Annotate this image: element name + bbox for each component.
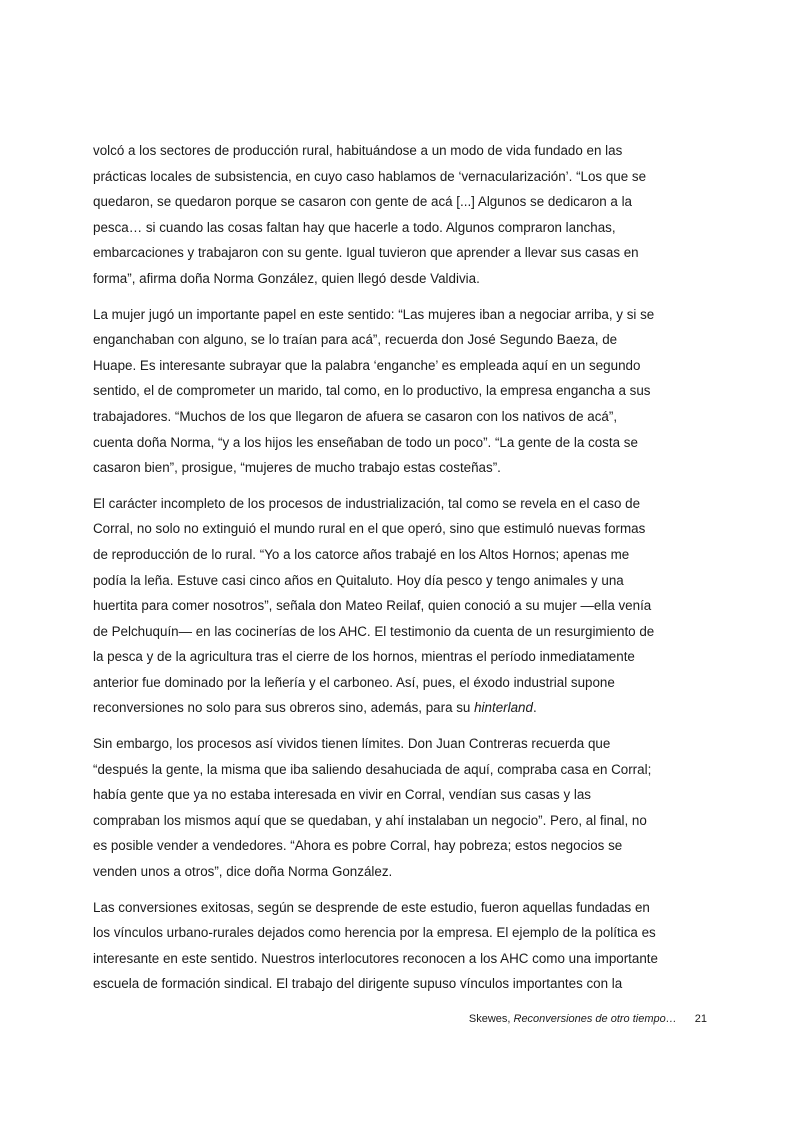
text-line: escuela de formación sindical. El trabajo del dirigente supuso vínculos importantes con la bbox=[93, 976, 623, 992]
text-line bbox=[93, 695, 715, 721]
page-footer bbox=[469, 1013, 707, 1025]
text-line: prácticas locales de subsistencia, en cuyo caso hablamos de ‘vernacularización’. “Los que se bbox=[93, 168, 647, 184]
footer-author: Skewes, bbox=[468, 1013, 514, 1025]
text-segment: reconversiones no solo para sus obreros sino, además, para su bbox=[93, 700, 475, 716]
text-line: trabajadores. “Muchos de los que llegaron de afuera se casaron con los nativos de acá”, bbox=[93, 408, 618, 424]
text-line: forma”, afirma doña Norma González, quien llegó desde Valdivia. bbox=[93, 270, 480, 286]
text-line: sentido, el de comprometer un marido, tal como, en lo productivo, la empresa engancha a sus bbox=[93, 383, 651, 399]
text-line: los vínculos urbano-rurales dejados como herencia por la empresa. El ejemplo de la política es bbox=[93, 925, 656, 941]
text-line: venden unos a otros”, dice doña Norma González. bbox=[93, 864, 393, 880]
paragraph-4 bbox=[93, 731, 715, 885]
paragraph-5 bbox=[93, 895, 715, 997]
text-line: Las conversiones exitosas, según se desprende de este estudio, fueron aquellas fundadas en bbox=[93, 899, 650, 915]
footer-running-title: Reconversiones de otro tiempo… bbox=[513, 1013, 677, 1025]
paragraph-2 bbox=[93, 302, 715, 481]
text-line: compraban los mismos aquí que se quedaban, y ahí instalaban un negocio”. Pero, al final, no bbox=[93, 812, 647, 828]
italic-term: hinterland bbox=[474, 700, 533, 716]
text-line: pesca… si cuando las cosas faltan hay que hacerle a todo. Algunos compraron lanchas, bbox=[93, 219, 616, 235]
text-segment: . bbox=[532, 700, 537, 716]
text-line: cuenta doña Norma, “y a los hijos les enseñaban de todo un poco”. “La gente de la costa se bbox=[93, 434, 638, 450]
paragraph-1 bbox=[93, 138, 715, 292]
text-line: Sin embargo, los procesos así vividos tienen límites. Don Juan Contreras recuerda que bbox=[93, 736, 611, 752]
text-line: volcó a los sectores de producción rural, habituándose a un modo de vida fundado en las bbox=[93, 143, 623, 158]
page-body bbox=[93, 138, 715, 1007]
page-number: 21 bbox=[694, 1013, 707, 1025]
text-line: embarcaciones y trabajaron con su gente. Igual tuvieron que aprender a llevar sus casas en bbox=[93, 245, 639, 261]
text-line: de reproducción de lo rural. “Yo a los catorce años trabajé en los Altos Hornos; apenas me bbox=[93, 546, 630, 562]
text-line: La mujer jugó un importante papel en este sentido: “Las mujeres iban a negociar arriba, y si se bbox=[93, 306, 655, 322]
paragraph-3 bbox=[93, 491, 715, 721]
text-line: podía la leña. Estuve casi cinco años en Quitaluto. Hoy día pesco y tengo animales y una bbox=[93, 572, 624, 588]
text-line: Huape. Es interesante subrayar que la palabra ‘enganche’ es empleada aquí en un segundo bbox=[93, 357, 641, 373]
text-line: la pesca y de la agricultura tras el cierre de los hornos, mientras el período inmediatamente bbox=[93, 649, 635, 665]
text-line: es posible vender a vendedores. “Ahora es pobre Corral, hay pobreza; estos negocios se bbox=[93, 838, 623, 854]
text-line: Corral, no solo no extinguió el mundo rural en el que operó, sino que estimuló nuevas formas bbox=[93, 521, 646, 537]
text-line: interesante en este sentido. Nuestros interlocutores reconocen a los AHC como una importante bbox=[93, 950, 658, 966]
text-line: “después la gente, la misma que iba saliendo desahuciada de aquí, compraba casa en Corral; bbox=[93, 761, 652, 777]
text-line: huertita para comer nosotros”, señala don Mateo Reilaf, quien conoció a su mujer —ella venía bbox=[93, 598, 652, 614]
text-line: enganchaban con alguno, se lo traían para acá”, recuerda don José Segundo Baeza, de bbox=[93, 332, 618, 348]
text-line: anterior fue dominado por la leñería y el carboneo. Así, pues, el éxodo industrial supone bbox=[93, 674, 615, 690]
text-line: quedaron, se quedaron porque se casaron con gente de acá [...] Algunos se dedicaron a la bbox=[93, 194, 632, 210]
text-line: había gente que ya no estaba interesada en vivir en Corral, vendían sus casas y las bbox=[93, 787, 591, 803]
text-line: de Pelchuquín— en las cocinerías de los AHC. El testimonio da cuenta de un resurgimiento de bbox=[93, 623, 655, 639]
text-line: casaron bien”, prosigue, “mujeres de mucho trabajo estas costeñas”. bbox=[93, 460, 501, 476]
text-line: El carácter incompleto de los procesos de industrialización, tal como se revela en el caso de bbox=[93, 495, 641, 511]
